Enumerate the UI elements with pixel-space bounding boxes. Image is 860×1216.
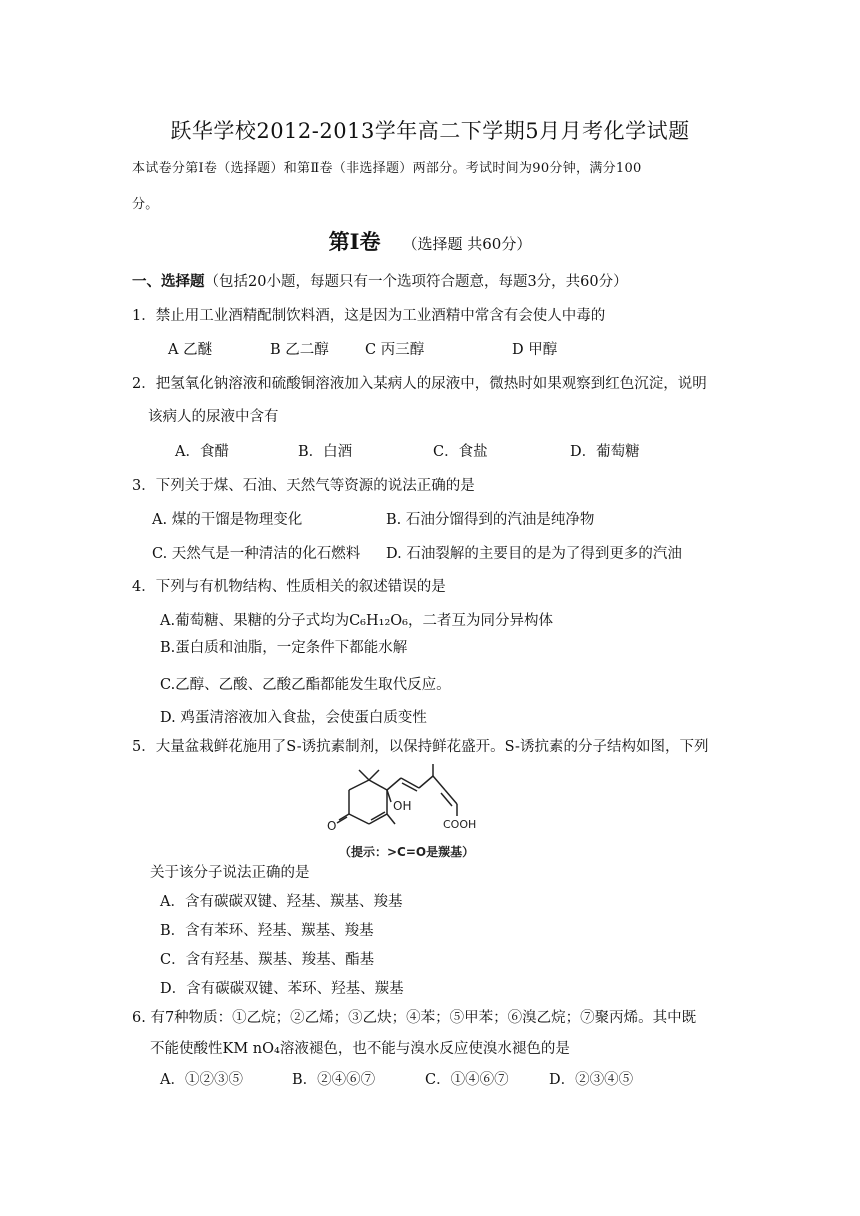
q2-option-a: A．食醋 bbox=[175, 444, 229, 460]
question-3-stem: 3．下列关于煤、石油、天然气等资源的说法正确的是 bbox=[132, 478, 475, 494]
q6-option-b: B．②④⑥⑦ bbox=[292, 1072, 376, 1088]
s-abscisic-acid-structure bbox=[325, 762, 495, 864]
structure-hint: （提示：>C=O是羰基） bbox=[339, 845, 475, 859]
question-2-stem-1: 2．把氢氧化钠溶液和硫酸铜溶液加入某病人的尿液中，微热时如果观察到红色沉淀，说明 bbox=[132, 376, 707, 392]
label-cooh: COOH bbox=[443, 818, 477, 831]
q3-option-d: D. 石油裂解的主要目的是为了得到更多的汽油 bbox=[386, 546, 682, 562]
question-6-stem-2: 不能使酸性KM nO₄溶液褪色，也不能与溴水反应使溴水褪色的是 bbox=[150, 1041, 570, 1057]
intro-line-2: 分。 bbox=[132, 197, 159, 212]
q6-option-c: C．①④⑥⑦ bbox=[425, 1072, 509, 1088]
q2-option-c: C．食盐 bbox=[433, 444, 488, 460]
q1-option-a: A 乙醚 bbox=[168, 342, 213, 358]
q6-option-d: D．②③④⑤ bbox=[549, 1072, 634, 1088]
label-oh: OH bbox=[393, 799, 412, 813]
q4-option-c: C.乙醇、乙酸、乙酸乙酯都能发生取代反应。 bbox=[160, 677, 451, 693]
question-5-stem: 5．大量盆栽鲜花施用了S-诱抗素制剂，以保持鲜花盛开。S-诱抗素的分子结构如图，下列 bbox=[132, 739, 709, 755]
q5-option-d: D．含有碳碳双键、苯环、羟基、羰基 bbox=[160, 981, 404, 997]
question-2-stem-2: 该病人的尿液中含有 bbox=[148, 409, 279, 425]
question-6-stem-1: 6. 有7种物质：①乙烷；②乙烯；③乙炔；④苯；⑤甲苯；⑥溴乙烷；⑦聚丙烯。其中既 bbox=[132, 1010, 697, 1026]
q5-option-a: A．含有碳碳双键、羟基、羰基、羧基 bbox=[160, 894, 403, 910]
question-5-stem-2: 关于该分子说法正确的是 bbox=[150, 865, 310, 881]
section-heading bbox=[132, 270, 628, 291]
question-4-stem: 4．下列与有机物结构、性质相关的叙述错误的是 bbox=[132, 579, 446, 595]
q2-option-d: D．葡萄糖 bbox=[570, 444, 640, 460]
q1-option-c: C 丙三醇 bbox=[365, 342, 425, 358]
q5-option-b: B．含有苯环、羟基、羰基、羧基 bbox=[160, 923, 374, 939]
q2-option-b: B．白酒 bbox=[298, 444, 353, 460]
volume-subtitle: （选择题 共60分） bbox=[402, 235, 532, 253]
exam-title: 跃华学校2012-2013学年高二下学期5月月考化学试题 bbox=[170, 119, 690, 143]
q5-option-c: C．含有羟基、羰基、羧基、酯基 bbox=[160, 952, 375, 968]
q6-option-a: A．①②③⑤ bbox=[160, 1072, 243, 1088]
volume-heading bbox=[0, 226, 860, 256]
intro-line-1: 本试卷分第Ⅰ卷（选择题）和第Ⅱ卷（非选择题）两部分。考试时间为90分钟，满分100 bbox=[132, 161, 642, 176]
q1-option-b: B 乙二醇 bbox=[270, 342, 329, 358]
q4-option-d: D. 鸡蛋清溶液加入食盐，会使蛋白质变性 bbox=[160, 710, 427, 726]
question-1-stem: 1．禁止用工业酒精配制饮料酒，这是因为工业酒精中常含有会使人中毒的 bbox=[132, 308, 606, 324]
section-title: 一、选择题 bbox=[132, 273, 205, 290]
volume-title: 第Ⅰ卷 bbox=[328, 229, 381, 254]
section-note: （包括20小题，每题只有一个选项符合题意，每题3分，共60分） bbox=[204, 274, 628, 290]
label-o: O bbox=[327, 819, 337, 833]
q4-option-b: B.蛋白质和油脂，一定条件下都能水解 bbox=[160, 640, 408, 656]
q4-option-a: A.葡萄糖、果糖的分子式均为C₆H₁₂O₆，二者互为同分异构体 bbox=[160, 613, 553, 629]
q3-option-c: C. 天然气是一种清洁的化石燃料 bbox=[152, 546, 361, 562]
q3-option-a: A. 煤的干馏是物理变化 bbox=[152, 512, 303, 528]
q1-option-d: D 甲醇 bbox=[512, 342, 558, 358]
q3-option-b: B. 石油分馏得到的汽油是纯净物 bbox=[386, 512, 595, 528]
